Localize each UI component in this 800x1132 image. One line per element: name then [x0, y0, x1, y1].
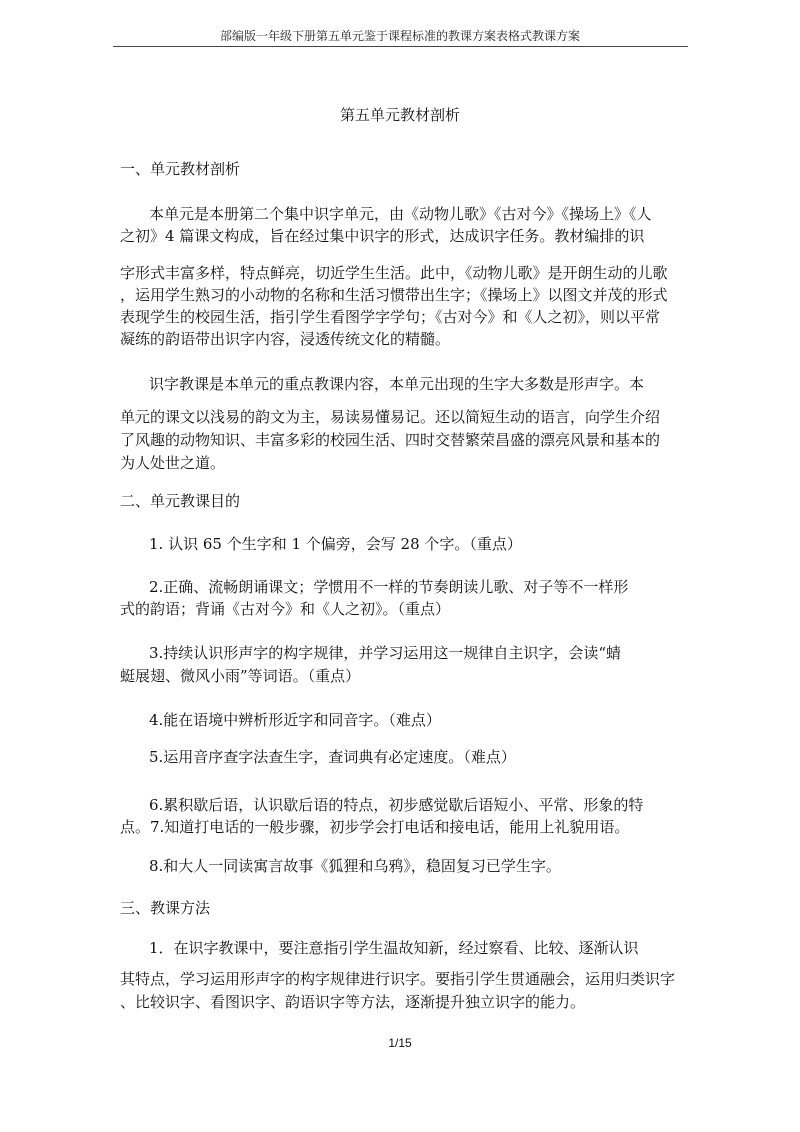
paragraph-line: 单元的课文以浅易的韵文为主，易读易懂易记。还以简短生动的语言，向学生介绍 [120, 408, 661, 426]
objective-item-5: 5.运用音序查字法查生字，查词典有必定速度。（难点） [149, 748, 516, 766]
objective-item-3: 3.持续认识形声字的构字规律，并学习运用这一规律自主识字，会读“蜻 [149, 644, 621, 662]
paragraph-line: 了风趣的动物知识、丰富多彩的校园生活、四时交替繁荣昌盛的漂亮风景和基本的 [120, 431, 661, 449]
page-number: 1/15 [388, 1036, 412, 1050]
paragraph-line: 为人处世之道。 [120, 454, 226, 472]
paragraph-line: 本单元是本册第二个集中识字单元，由《动物儿歌》《古对今》《操场上》《人 [149, 205, 652, 223]
paragraph-line: 识字教课是本单元的重点教课内容，本单元出现的生字大多数是形声字。本 [149, 375, 645, 393]
objective-item-2: 2.正确、流畅朗诵课文；学惯用不一样的节奏朗读儿歌、对子等不一样形 [149, 578, 629, 596]
objective-item-6-cont: 点。7.知道打电话的一般步骤，初步学会打电话和接电话，能用上礼貌用语。 [120, 818, 630, 836]
paragraph-line: 其特点，学习运用形声字的构字规律进行识字。要指引学生贯通融会，运用归类识字 [120, 970, 676, 988]
objective-item-8: 8.和大人一同读寓言故事《狐狸和乌鸦》，稳固复习已学生字。 [149, 857, 561, 875]
page-header: 部编版一年级下册第五单元鉴于课程标准的教课方案表格式教课方案 [219, 29, 580, 43]
objective-item-3-cont: 蜓展翅、微风小雨”等词语。（重点） [120, 667, 361, 685]
section3-heading: 三、教课方法 [120, 899, 211, 917]
objective-item-1: 1. 认识 65 个生字和 1 个偏旁，会写 28 个字。（重点） [149, 535, 522, 553]
document-title: 第五单元教材剖析 [339, 106, 460, 124]
paragraph-line: 凝练的韵语带出识字内容，浸透传统文化的精髓。 [120, 330, 451, 348]
section2-heading: 二、单元教课目的 [120, 492, 241, 510]
paragraph-line: 之初》4 篇课文构成，旨在经过集中识字的形式，达成识字任务。教材编排的识 [120, 227, 645, 245]
paragraph-line: 1．在识字教课中，要注意指引学生温故知新，经过察看、比较、逐渐认识 [149, 939, 639, 957]
paragraph-line: 、比较识字、看图识字、韵语识字等方法，逐渐提升独立识字的能力。 [120, 993, 586, 1011]
objective-item-6: 6.累积歇后语，认识歇后语的特点，初步感觉歇后语短小、平常、形象的特 [149, 796, 644, 814]
objective-item-2-cont: 式的韵语；背诵《古对今》和《人之初》。（重点） [120, 600, 451, 618]
paragraph-line: 字形式丰富多样，特点鲜亮，切近学生生活。此中，《动物儿歌》是开朗生动的儿歌 [120, 264, 668, 282]
paragraph-line: ，运用学生熟习的小动物的名称和生活习惯带出生字；《操场上》以图文并茂的形式 [120, 286, 668, 304]
paragraph-line: 表现学生的校园生活，指引学生看图学字学句；《古对今》和《人之初》，则以平常 [120, 308, 661, 326]
objective-item-4: 4.能在语境中辨析形近字和同音字。（难点） [149, 711, 441, 729]
header-divider [113, 46, 688, 47]
section1-heading: 一、单元教材剖析 [120, 160, 241, 178]
